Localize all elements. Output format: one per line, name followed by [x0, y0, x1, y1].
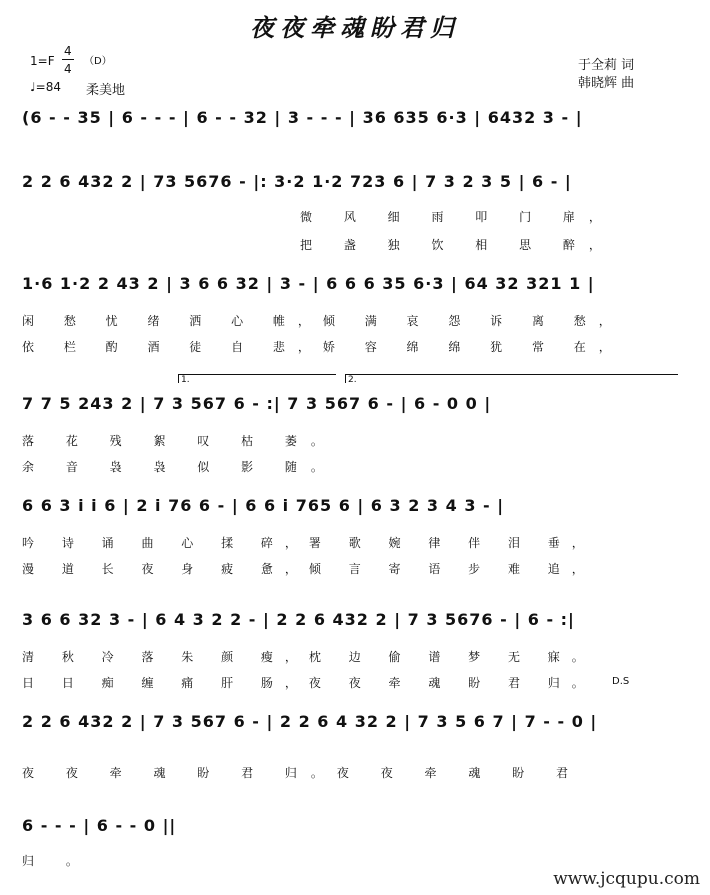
time-signature-bottom: 4 [64, 62, 72, 76]
lyrics-verse-1: 闲 愁 忧 绪 洒 心 帷，倾 满 哀 怨 诉 离 愁， [22, 314, 624, 328]
first-ending-bracket: 1. [178, 374, 336, 383]
lyrics-verse-1: 落 花 残 絮 叹 枯 萎。 [22, 434, 337, 448]
notes-line: 6 - - - | 6 - - 0 || [22, 816, 177, 835]
composer-credit: 韩晓辉 曲 [578, 76, 635, 91]
page-title: 夜夜牵魂盼君归 [250, 13, 460, 42]
lyrics-verse-1: 吟 诗 诵 曲 心 揉 碎，署 歌 婉 律 伴 泪 垂， [22, 536, 596, 550]
watermark: www.jcqupu.com [553, 869, 700, 889]
ds-marking: D.S [612, 676, 630, 687]
lyrics-verse-1: 夜 夜 牵 魂 盼 君 归。夜 夜 牵 魂 盼 君 [22, 766, 582, 780]
lyrics-verse-2: 依 栏 酌 酒 徒 自 悲，娇 容 绵 绵 犹 常 在， [22, 340, 624, 354]
second-ending-bracket: 2. [345, 374, 678, 383]
expression-marking: 柔美地 [86, 83, 126, 98]
lyrics-verse-1: 微 风 细 雨 叩 门 扉， [300, 210, 615, 224]
notes-line: (6 - - 35 | 6 - - - | 6 - - 32 | 3 - - - | 36 635 6·3 | 6432 3 - | [22, 108, 583, 127]
notes-line: 6 6 3 i i 6 | 2 i 76 6 - | 6 6 i 765 6 | 6 3 2 3 4 3 - | [22, 496, 505, 515]
notes-line: 2 2 6 432 2 | 7 3 567 6 - | 2 2 6 4 32 2 | 7 3 5 6 7 | 7 - - 0 | [22, 712, 598, 731]
lyrics-verse-2: 把 盏 独 饮 相 思 醉， [300, 238, 615, 252]
lyrics-verse-2: 漫 道 长 夜 身 疲 惫，倾 言 寄 语 步 难 追， [22, 562, 596, 576]
lyrics-verse-1: 归 。 [22, 854, 92, 868]
tempo-marking: ♩=84 [30, 80, 61, 94]
lyricist-credit: 于全莉 词 [578, 58, 635, 73]
notes-line: 2 2 6 432 2 | 73 5676 - |: 3·2 1·2 723 6 | 7 3 2 3 5 | 6 - | [22, 172, 572, 191]
time-signature-top: 4 [64, 44, 72, 58]
notes-line: 1·6 1·2 2 43 2 | 3 6 6 32 | 3 - | 6 6 6 35 6·3 | 64 32 321 1 | [22, 274, 595, 293]
original-key: （D） [84, 56, 112, 67]
lyrics-verse-1: 清 秋 冷 落 朱 颜 瘦，枕 边 偷 谱 梦 无 寐。 [22, 650, 596, 664]
lyrics-verse-2: 日 日 痴 缠 痛 肝 肠，夜 夜 牵 魂 盼 君 归。 [22, 676, 596, 690]
notes-line: 7 7 5 243 2 | 7 3 567 6 - :| 7 3 567 6 - | 6 - 0 0 | [22, 394, 492, 413]
notes-line: 3 6 6 32 3 - | 6 4 3 2 2 - | 2 2 6 432 2 | 7 3 5676 - | 6 - :| [22, 610, 575, 629]
lyrics-verse-2: 余 音 袅 袅 似 影 随。 [22, 460, 337, 474]
key-signature: 1=F [30, 54, 55, 68]
time-signature-line [62, 59, 74, 60]
